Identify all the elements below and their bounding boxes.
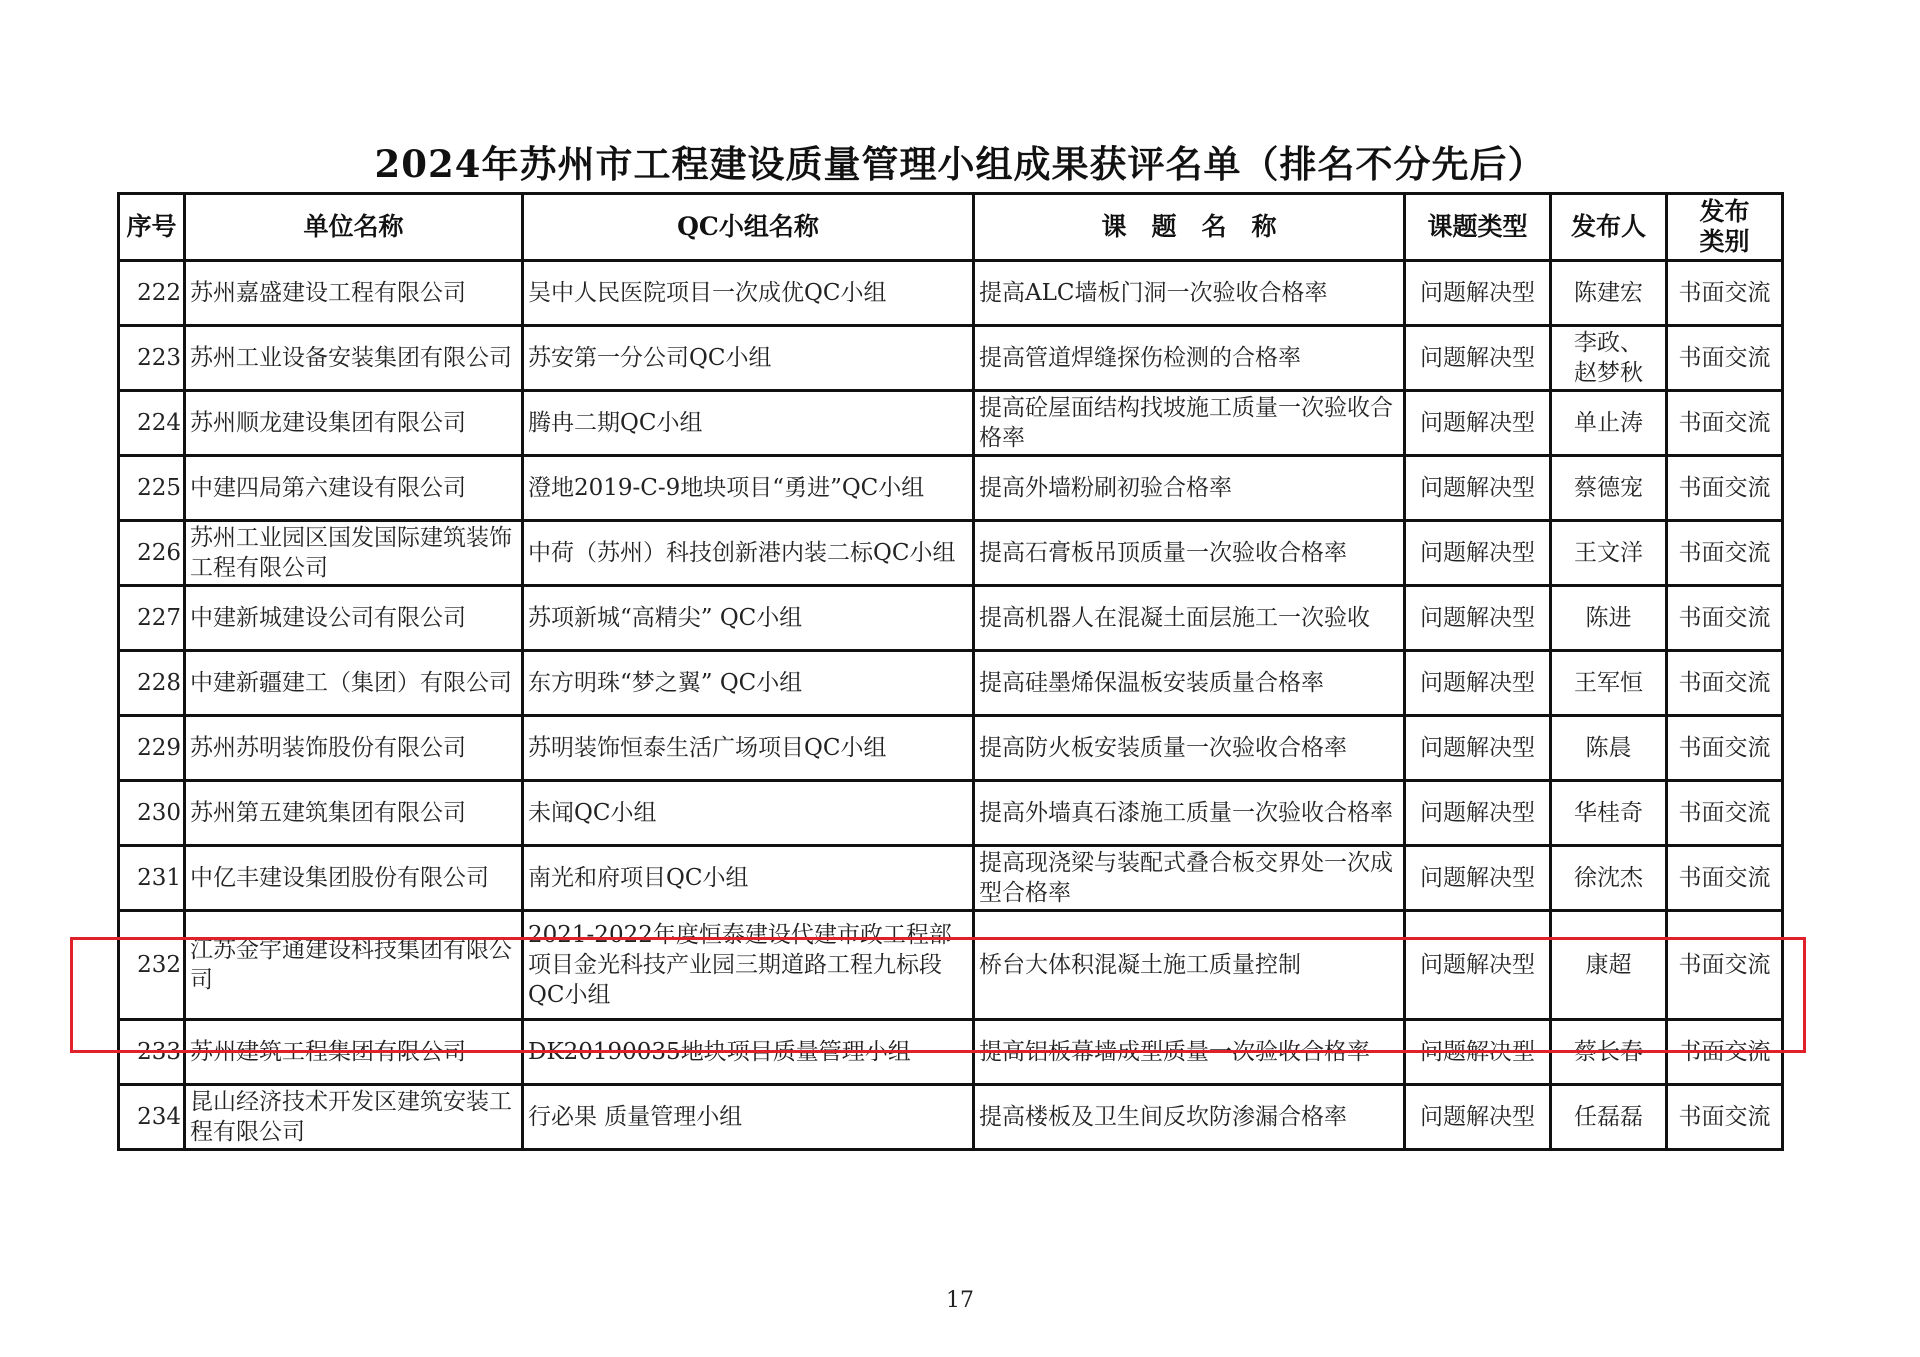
qc-group-name-cell: 未闻QC小组 (523, 781, 974, 846)
table-row (119, 911, 1783, 1020)
unit-name-cell: 苏州苏明装饰股份有限公司 (185, 716, 523, 781)
table-row (119, 326, 1783, 391)
row-number-cell: 232 (119, 911, 185, 1020)
presenter-cell: 陈建宏 (1551, 261, 1667, 326)
topic-type-cell: 问题解决型 (1405, 781, 1551, 846)
topic-name-cell: 提高ALC墙板门洞一次验收合格率 (974, 261, 1405, 326)
topic-name-cell: 桥台大体积混凝土施工质量控制 (974, 911, 1405, 1020)
topic-name-cell: 提高机器人在混凝土面层施工一次验收 (974, 586, 1405, 651)
row-number-cell: 223 (119, 326, 185, 391)
topic-name-cell: 提高砼屋面结构找坡施工质量一次验收合格率 (974, 391, 1405, 456)
presenter-cell: 陈晨 (1551, 716, 1667, 781)
presenter-cell: 单止涛 (1551, 391, 1667, 456)
unit-name-cell: 苏州顺龙建设集团有限公司 (185, 391, 523, 456)
qc-group-name-cell: 苏项新城“高精尖” QC小组 (523, 586, 974, 651)
presentation-category-cell: 书面交流 (1667, 456, 1783, 521)
qc-group-name-cell: 苏明装饰恒泰生活广场项目QC小组 (523, 716, 974, 781)
presenter-cell: 徐沈杰 (1551, 846, 1667, 911)
row-number-cell: 233 (119, 1020, 185, 1085)
presenter-cell: 李政、赵梦秋 (1551, 326, 1667, 391)
presenter-cell: 蔡德宠 (1551, 456, 1667, 521)
unit-name-cell: 苏州嘉盛建设工程有限公司 (185, 261, 523, 326)
topic-name-cell: 提高石膏板吊顶质量一次验收合格率 (974, 521, 1405, 586)
header-topic: 课 题 名 称 (974, 194, 1405, 261)
presenter-cell: 蔡长春 (1551, 1020, 1667, 1085)
header-unit: 单位名称 (185, 194, 523, 261)
qc-group-name-cell: 中荷（苏州）科技创新港内装二标QC小组 (523, 521, 974, 586)
row-number-cell: 229 (119, 716, 185, 781)
topic-type-cell: 问题解决型 (1405, 456, 1551, 521)
presenter-cell: 华桂奇 (1551, 781, 1667, 846)
header-no: 序号 (119, 194, 185, 261)
table-row (119, 781, 1783, 846)
row-number-cell: 231 (119, 846, 185, 911)
header-presenter: 发布人 (1551, 194, 1667, 261)
topic-type-cell: 问题解决型 (1405, 651, 1551, 716)
presenter-cell: 任磊磊 (1551, 1085, 1667, 1150)
row-number-cell: 224 (119, 391, 185, 456)
unit-name-cell: 昆山经济技术开发区建筑安装工程有限公司 (185, 1085, 523, 1150)
topic-name-cell: 提高外墙粉刷初验合格率 (974, 456, 1405, 521)
table-row (119, 1020, 1783, 1085)
table-row (119, 456, 1783, 521)
qc-group-name-cell: DK20190035地块项目质量管理小组 (523, 1020, 974, 1085)
header-group: QC小组名称 (523, 194, 974, 261)
unit-name-cell: 中建新疆建工（集团）有限公司 (185, 651, 523, 716)
table-row (119, 1085, 1783, 1150)
presentation-category-cell: 书面交流 (1667, 391, 1783, 456)
row-number-cell: 228 (119, 651, 185, 716)
presentation-category-cell: 书面交流 (1667, 586, 1783, 651)
row-number-cell: 222 (119, 261, 185, 326)
topic-name-cell: 提高管道焊缝探伤检测的合格率 (974, 326, 1405, 391)
qc-group-name-cell: 吴中人民医院项目一次成优QC小组 (523, 261, 974, 326)
table-row (119, 261, 1783, 326)
presentation-category-cell: 书面交流 (1667, 521, 1783, 586)
presentation-category-cell: 书面交流 (1667, 716, 1783, 781)
qc-group-name-cell: 南光和府项目QC小组 (523, 846, 974, 911)
presenter-cell: 陈进 (1551, 586, 1667, 651)
table-row (119, 391, 1783, 456)
table-row (119, 651, 1783, 716)
topic-type-cell: 问题解决型 (1405, 911, 1551, 1020)
presenter-cell: 王军恒 (1551, 651, 1667, 716)
unit-name-cell: 中建新城建设公司有限公司 (185, 586, 523, 651)
qc-group-name-cell: 行必果 质量管理小组 (523, 1085, 974, 1150)
qc-group-name-cell: 澄地2019-C-9地块项目“勇进”QC小组 (523, 456, 974, 521)
presentation-category-cell: 书面交流 (1667, 1085, 1783, 1150)
topic-type-cell: 问题解决型 (1405, 586, 1551, 651)
row-number-cell: 227 (119, 586, 185, 651)
header-category: 发布类别 (1667, 194, 1783, 261)
topic-type-cell: 问题解决型 (1405, 846, 1551, 911)
topic-type-cell: 问题解决型 (1405, 326, 1551, 391)
row-number-cell: 230 (119, 781, 185, 846)
topic-name-cell: 提高楼板及卫生间反坎防渗漏合格率 (974, 1085, 1405, 1150)
topic-type-cell: 问题解决型 (1405, 1085, 1551, 1150)
presentation-category-cell: 书面交流 (1667, 651, 1783, 716)
topic-name-cell: 提高铝板幕墙成型质量一次验收合格率 (974, 1020, 1405, 1085)
topic-type-cell: 问题解决型 (1405, 391, 1551, 456)
row-number-cell: 234 (119, 1085, 185, 1150)
unit-name-cell: 中亿丰建设集团股份有限公司 (185, 846, 523, 911)
presentation-category-cell: 书面交流 (1667, 781, 1783, 846)
presentation-category-cell: 书面交流 (1667, 1020, 1783, 1085)
presentation-category-cell: 书面交流 (1667, 261, 1783, 326)
presentation-category-cell: 书面交流 (1667, 846, 1783, 911)
row-number-cell: 225 (119, 456, 185, 521)
qc-group-name-cell: 腾冉二期QC小组 (523, 391, 974, 456)
unit-name-cell: 苏州工业园区国发国际建筑装饰工程有限公司 (185, 521, 523, 586)
page-title: 2024年苏州市工程建设质量管理小组成果获评名单（排名不分先后） (374, 142, 1546, 186)
topic-type-cell: 问题解决型 (1405, 261, 1551, 326)
presentation-category-cell: 书面交流 (1667, 326, 1783, 391)
presenter-cell: 王文洋 (1551, 521, 1667, 586)
topic-name-cell: 提高现浇梁与装配式叠合板交界处一次成型合格率 (974, 846, 1405, 911)
topic-name-cell: 提高外墙真石漆施工质量一次验收合格率 (974, 781, 1405, 846)
table-row (119, 716, 1783, 781)
topic-type-cell: 问题解决型 (1405, 1020, 1551, 1085)
qc-group-name-cell: 苏安第一分公司QC小组 (523, 326, 974, 391)
table-header-row (119, 194, 1783, 261)
row-number-cell: 226 (119, 521, 185, 586)
qc-group-name-cell: 东方明珠“梦之翼” QC小组 (523, 651, 974, 716)
unit-name-cell: 苏州建筑工程集团有限公司 (185, 1020, 523, 1085)
table-row (119, 846, 1783, 911)
unit-name-cell: 苏州工业设备安装集团有限公司 (185, 326, 523, 391)
topic-name-cell: 提高硅墨烯保温板安装质量合格率 (974, 651, 1405, 716)
awards-table (117, 192, 1784, 1151)
topic-name-cell: 提高防火板安装质量一次验收合格率 (974, 716, 1405, 781)
table-row (119, 586, 1783, 651)
unit-name-cell: 苏州第五建筑集团有限公司 (185, 781, 523, 846)
page-number: 17 (946, 1288, 974, 1313)
unit-name-cell: 中建四局第六建设有限公司 (185, 456, 523, 521)
unit-name-cell: 江苏金宇通建设科技集团有限公司 (185, 911, 523, 1020)
header-type: 课题类型 (1405, 194, 1551, 261)
presenter-cell: 康超 (1551, 911, 1667, 1020)
table-row (119, 521, 1783, 586)
topic-type-cell: 问题解决型 (1405, 716, 1551, 781)
presentation-category-cell: 书面交流 (1667, 911, 1783, 1020)
topic-type-cell: 问题解决型 (1405, 521, 1551, 586)
qc-group-name-cell: 2021-2022年度恒泰建设代建市政工程部项目金光科技产业园三期道路工程九标段QC小组 (523, 911, 974, 1020)
